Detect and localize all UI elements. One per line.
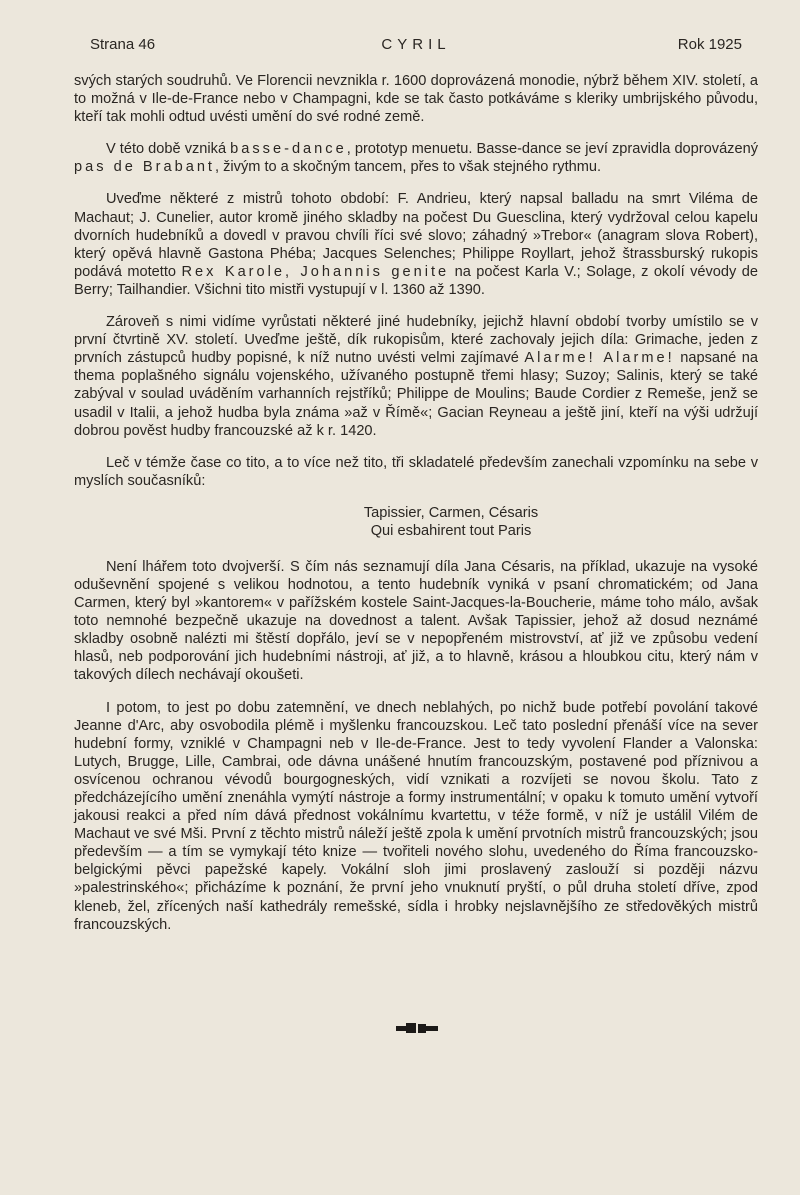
- paragraph-2-part-5: , živým to a skočným tancem, přes to však stejného rythmu.: [215, 159, 602, 176]
- paragraph-3-part-1: Uveďme některé z mistrů tohoto období: F. Andrieu, který napsal balladu na smrt Viléma de Machaut; J. Cunelier, autor kromě jiného skladby na počest Du Guesclina, který vydržoval celou kapelu dvorních hudebníků a dovedl v pravou chvíli říci své slovo; záhadný »Trebor« (anagram slova Robert), který opěvá hlavně Gastona Phéba; Jacques Selenches; Philippe Royllart, jehož štrassburský rukopis podává motetto: [74, 191, 758, 280]
- poem-line-2: Qui esbahirent tout Paris: [370, 522, 532, 539]
- term-alarme: Alarme! Alarme!: [524, 350, 675, 367]
- poem-couplet: [74, 504, 758, 540]
- paragraph-3-part-3: na počest Karla V.; Solage, z okolí vévody de Berry; Tailhandier. Všichni tito mistři vystupují v l. 1360 až 1390.: [74, 263, 758, 298]
- end-ornament-icon: [396, 1022, 438, 1034]
- paragraph-3: [74, 190, 758, 299]
- page-header: [90, 36, 742, 58]
- term-rex-karole: Rex Karole, Johannis genite: [181, 263, 450, 280]
- paragraph-4-part-1: Zároveň s nimi vidíme vyrůstati některé jiné hudebníky, jejichž hlavní období tvorby umístilo se v první čtvrtině XV. století. Uveďme ještě, dík rukopisům, které zachovaly jejich díla: Grimache, jeden z prvních zástupců hudby popisné, k níž nutno uvésti velmi zajímavé: [74, 314, 758, 367]
- article-body: [74, 72, 758, 948]
- paragraph-6: Není lhářem toto dvojverší. S čím nás seznamují díla Jana Césaris, na příklad, ukazuje na vysoké oduševnění spojené s velikou hodnotou, a tento hudebník vyniká v psaní chromatickém; od Jana Carmen, který byl »kantorem« v pařížském kostele Saint-Jacques-la-Boucherie, máme toho málo, avšak toto nemnohé bezpečně ukazuje na dovednost a talent. Avšak Tapissier, jehož až dosud neznámé skladby osobně nalézti mi štěstí dopřálo, jeví se v nepopřeném mistrovství, ať již ve způsobu vedení hlasů, neb podporování jich hudebními nástroji, ať již, a to hlavně, krásou a hloubkou citu, který nám v takových dílech nechávají okoušeti.: [74, 558, 758, 684]
- term-basse-dance: basse-dance: [230, 141, 347, 158]
- year-label: Rok 1925: [677, 36, 742, 53]
- term-pas-de-brabant: pas de Brabant: [74, 159, 215, 176]
- page-number: Strana 46: [90, 36, 156, 53]
- paragraph-1: svých starých soudruhů. Ve Florencii nevznikla r. 1600 doprovázená monodie, nýbrž během XIV. století, a to možná v Ile-de-France nebo v Champagni, kde se tak často potkáváme s kleriky umbrijského původu, kteří tak mohli odtud uvésti umění do své rodné země.: [74, 73, 758, 126]
- paragraph-2-part-3: , prototyp menuetu. Basse-dance se jeví zpravidla doprovázený: [346, 141, 759, 158]
- paragraph-2: [74, 140, 758, 176]
- poem-line-1: Tapissier, Carmen, Césaris: [363, 504, 539, 521]
- paragraph-4-part-3: napsané na thema poplašného signálu vojenského, užívaného postupně třemi hlasy; Suzoy; Salinis, který se také zabýval v soulad uváděním varhanních rejstříků; Philippe de Moulins; Baude Cordier z Remeše, jenž se usadil v Italii, a jehož hudba byla známa »až v Římě«; Gacian Reyneau a ještě jiní, kteří na výši udržují dobrou pověst hudby francouzské až k r. 1420.: [74, 350, 758, 439]
- paragraph-2-part-1: V této době vzniká: [106, 141, 231, 158]
- journal-title: CYRIL: [381, 36, 451, 53]
- paragraph-5: Leč v témže čase co tito, a to více než tito, tři skladatelé především zanechali vzpomínku na sebe v myslích současníků:: [74, 454, 758, 489]
- paragraph-7: I potom, to jest po dobu zatemnění, ve dnech neblahých, po nichž bude potřebí povolání takové Jeanne d'Arc, aby osvobodila plémě i myšlenku francouzskou. Leč tato poslední přenáší více na sever hudební formy, vzniklé v Champagni neb v Ile-de-France. Jest to tedy vyvolení Flander a Valonska: Lutych, Brugge, Lille, Cambrai, ode dávna unášené hnutím francouzským, postavené pod příznivou a osvícenou ochranou vévodů bourgogneských, vidí vznikati a rozvíjeti se novou školu. Tato z předcházejícího umění znenáhla vymýtí nástroje a formy instrumentální; v opaku k tomuto umění vytvoří jakousi reakci a před ním dává přednost vokálnímu kvartettu, v téže formě, v níž je ustálil Vilém de Machaut ve své Mši. První z těchto mistrů náleží ještě zpola k umění prvotních mistrů francouzských; jsou především — a tím se vymykají této knize — tvořiteli nového slohu, uvedeného do Říma francouzsko-belgickými pěvci papežské kapely. Vokální sloh jimi proslavený zaslouží si později názvu »palestrinského«; přicházíme k poznání, že první jeho vnuknutí pryští, o půl druha století dříve, zpod kleneb, žel, zřícených naší kathedrály remešské, sídla i hrobky nejslavnějšího ze středověkých mistrů francouzských.: [74, 699, 758, 933]
- paragraph-4: [74, 313, 758, 440]
